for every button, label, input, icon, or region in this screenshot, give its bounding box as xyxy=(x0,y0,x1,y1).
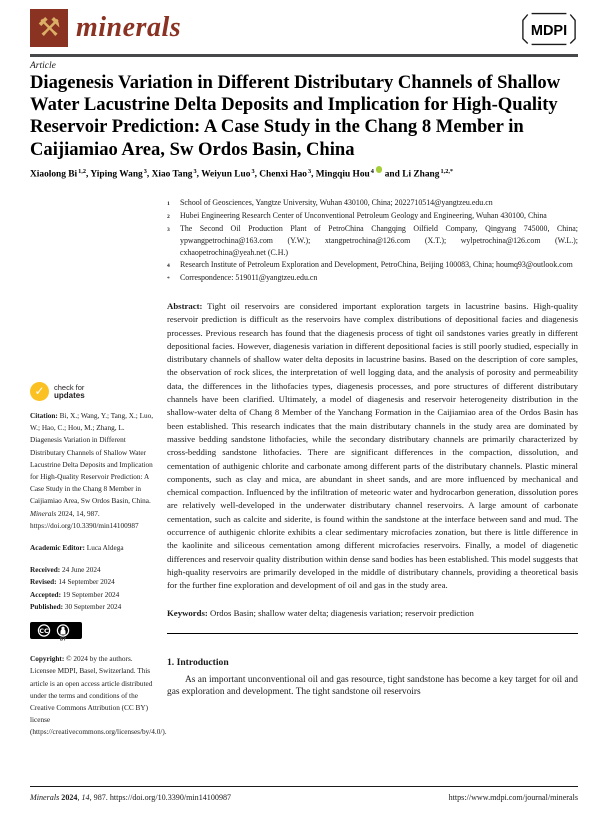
author: Weiyun Luo xyxy=(201,169,251,180)
citation-journal: Minerals xyxy=(30,509,57,518)
mdpi-logo-icon xyxy=(520,11,578,52)
academic-editor-label: Academic Editor: xyxy=(30,544,85,553)
author-affil-sup: 4 xyxy=(370,167,374,175)
affiliation-marker: 1 xyxy=(167,201,170,207)
affiliation-text: Correspondence: 519011@yangtzeu.edu.cn xyxy=(180,273,318,282)
journal-header xyxy=(30,9,578,51)
sidebar-column xyxy=(30,382,167,739)
footer-year: 2024 xyxy=(61,793,78,802)
paper-title: Diagenesis Variation in Different Distributary Channels of Shallow Water Lacustrine Delta Deposits and Implication for High-Quality Reservoir Prediction: A Case Study in the Chang 8 Member in Caijiamiao Area, Sw Ordos Basin, China xyxy=(30,72,561,160)
cc-by-license-icon[interactable] xyxy=(30,622,154,645)
check-icon xyxy=(30,382,49,401)
affiliation-marker: 3 xyxy=(167,227,170,233)
history-date-value: 24 June 2024 xyxy=(62,566,101,575)
copyright-label: Copyright: xyxy=(30,655,65,664)
history-dates xyxy=(30,564,154,613)
orcid-icon[interactable] xyxy=(376,166,383,173)
footer-journal: Minerals xyxy=(30,793,60,802)
citation-block xyxy=(30,410,154,532)
citation-doi[interactable]: 2024, 14, 987. https://doi.org/10.3390/min14100987 xyxy=(30,509,139,530)
author-affil-sup: 1,2 xyxy=(78,167,87,175)
affiliation-text: Hubei Engineering Research Center of Unconventional Petroleum Geology and Engineering, Wuhan 430100, China xyxy=(180,211,547,220)
introduction-paragraph: As an important unconventional oil and gas resource, tight sandstone has become a key target for oil and gas exploration and development. The tight sandstone oil reservoirs xyxy=(167,674,578,698)
history-date-value: 30 September 2024 xyxy=(64,602,122,611)
abstract-text: Tight oil reservoirs are considered important exploration targets in lacustrine basins. High-quality reservoir prediction is difficult as the reservoirs have complex distributions of depositional facies and diagenesis processes. Previous research has found that the diagenesis process of tight oil sandstones varies greatly in different depositional facies. However, diagenesis variation in different depositional facies is still poorly studied, especially in distributary channels of shallow water delta deposits in lacustrine basins. Based on the description of core samples, the observation of rock slices, the interpretation of well logging data, and the analysis of porosity and permeability data, the differences in the lithofacies types, diagenesis processes, and pore structures of different distributary channels have been clarified. Ultimately, a model of diagenesis and reservoir heterogeneity distribution in the shallow-water delta of Chang 8 Member of the Yanchang Formation in the Caijiamiao area of the Ordos Basin has been established. This research indicates that the main distributary channels in the study area are dominated by massive bedding sandstone lithofacies, while the secondary distributary channels are primarily characterized by cross-bedding sandstone lithofacies. There are significant differences in the compaction, dissolution, and cementation of authigenic chlorite and carbonate among different parts of the distributary channels. Plastic mineral components, such as clay and mica, are abundant in sheet sands, and are more influenced by mechanical and chemical compaction. Influenced by the infiltration of meteoric water and hydrocarbon generation, dissolution pores are relatively well-developed in the underwater distributary channel reservoirs. A large amount of carbonate cementation, such as calcite and siderite, is found within the sandstone at the interface between sand and mud. The occurrence of authigenic chlorite exhibits a clear sedimentary microfacies zonation, but there is little difference in the kaolinite and siliceous cementation among different microfacies reservoirs. Finally, a model of diagenetic differences and reservoir quality distribution within dense sand bodies has been established. This model suggests that high-quality reservoirs are primarily developed in the middle of distributary channels, providing a theoretical basis for the further fine exploration and development of oil and gas in the study area. xyxy=(167,301,578,591)
check-for-updates-label xyxy=(54,384,85,400)
mdpi-logo-text: MDPI xyxy=(530,22,568,39)
abstract xyxy=(167,300,578,593)
copyright-text: © 2024 by the authors. Licensee MDPI, Basel, Switzerland. This article is an open access article distributed under the terms and conditions of the Creative Commons Attribution (CC BY) license (https://creativecommons.org/licenses/by/4.0/). xyxy=(30,655,167,737)
author: Li Zhang xyxy=(402,169,440,180)
history-date-label: Received: xyxy=(30,566,63,575)
journal-name: minerals xyxy=(76,12,182,43)
footer-divider xyxy=(30,786,578,787)
svg-text:CC: CC xyxy=(39,627,49,636)
keywords-text: Ordos Basin; shallow water delta; diagenesis variation; reservoir prediction xyxy=(210,607,474,618)
minerals-pickaxe-logo-icon xyxy=(30,9,68,47)
history-date-label: Accepted: xyxy=(30,590,63,599)
affiliation-marker: 4 xyxy=(167,263,170,269)
history-date xyxy=(30,564,154,576)
author-affil-sup: 3 xyxy=(307,167,312,175)
history-date-label: Revised: xyxy=(30,578,59,587)
affiliation-item xyxy=(167,223,578,259)
history-date xyxy=(30,601,154,613)
author: Xiaolong Bi xyxy=(30,169,78,180)
abstract-label: Abstract: xyxy=(167,301,203,311)
citation-label: Citation: xyxy=(30,412,58,420)
copyright-block xyxy=(30,653,167,738)
check-for-updates-button[interactable] xyxy=(30,382,154,401)
author: Chenxi Hao xyxy=(259,169,307,180)
author-affil-sup: 3 xyxy=(193,167,197,175)
author: Mingqiu Hou xyxy=(315,169,370,180)
affiliation-text: School of Geosciences, Yangtze University, Wuhan 430100, China; 2022710514@yangtzeu.edu.cn xyxy=(180,198,493,207)
citation-text: Bi, X.; Wang, Y.; Tang, X.; Luo, W.; Hao, C.; Hou, M.; Zhang, L. Diagenesis Variation in Different Distributary Channels of Shallow Water Lacustrine Delta Deposits and Implication for High-Quality Reservoir Prediction: A Case Study in the Chang 8 Member in Caijiamiao Area, Sw Ordos Basin, China. xyxy=(30,412,154,506)
check-line1: check for xyxy=(54,382,85,392)
pickaxe-glyph: ⚒ xyxy=(37,13,61,42)
affiliation-text: Research Institute of Petroleum Exploration and Development, PetroChina, Beijing 100083, China; houmq93@outlook.com xyxy=(180,260,573,269)
history-date-value: 19 September 2024 xyxy=(62,590,120,599)
keywords-label: Keywords: xyxy=(167,607,208,618)
author: Yiping Wang xyxy=(90,169,143,180)
footer-citation: Minerals 2024, 14, 987. https://doi.org/10.3390/min14100987 xyxy=(30,793,232,802)
footer-volume: 14 xyxy=(81,793,90,802)
keywords-divider xyxy=(167,633,578,634)
academic-editor xyxy=(30,542,154,554)
author-affil-sup: 3 xyxy=(251,167,255,175)
keywords xyxy=(167,607,578,620)
footer-doi[interactable]: , 987. https://doi.org/10.3390/min14100987 xyxy=(89,793,232,802)
footer-journal-url[interactable]: https://www.mdpi.com/journal/minerals xyxy=(448,793,578,802)
history-date xyxy=(30,576,154,588)
article-type-label: Article xyxy=(30,61,56,71)
author: Xiao Tang xyxy=(151,169,193,180)
affiliation-item xyxy=(167,259,578,272)
affiliations xyxy=(167,197,578,285)
affiliation-item xyxy=(167,197,578,210)
affiliation-text: The Second Oil Production Plant of PetroChina Changqing Oilfield Company, Qingyang 745000, China; ypwangpetrochina@163.com (Y.W.); xtangpetrochina@126.com (X.T.); wylpetrochina@126.com (W.L.); cxhaopetrochina@yeah.net (C.H.) xyxy=(180,224,578,257)
author-affil-sup: 3 xyxy=(143,167,147,175)
header-divider xyxy=(30,54,578,57)
svg-text:BY: BY xyxy=(59,637,67,642)
check-glyph: ✓ xyxy=(34,384,45,399)
affiliation-marker: * xyxy=(167,276,170,282)
page-footer xyxy=(30,793,578,802)
history-date-value: 14 September 2024 xyxy=(58,578,115,587)
author-affil-sup: 1,2,* xyxy=(440,167,454,175)
affiliation-item xyxy=(167,210,578,223)
history-date-label: Published: xyxy=(30,602,65,611)
affiliation-marker: 2 xyxy=(167,214,170,220)
main-column xyxy=(167,197,578,699)
journal-brand xyxy=(30,9,181,47)
author-line: Xiaolong Bi$^{1,2}$, Yiping Wang$^3$, Xiao Tang$^3$, Weiyun Luo$^3$, Chenxi Hao$^3$, Mingqiu Hou$^4$ and Li Zhang$^{1,2,*}$ xyxy=(30,167,454,180)
check-line2: updates xyxy=(54,390,85,400)
academic-editor-name: Luca Aldega xyxy=(86,544,124,553)
history-date xyxy=(30,589,154,601)
section-heading-introduction: 1. Introduction xyxy=(167,656,229,668)
affiliation-item xyxy=(167,272,578,285)
